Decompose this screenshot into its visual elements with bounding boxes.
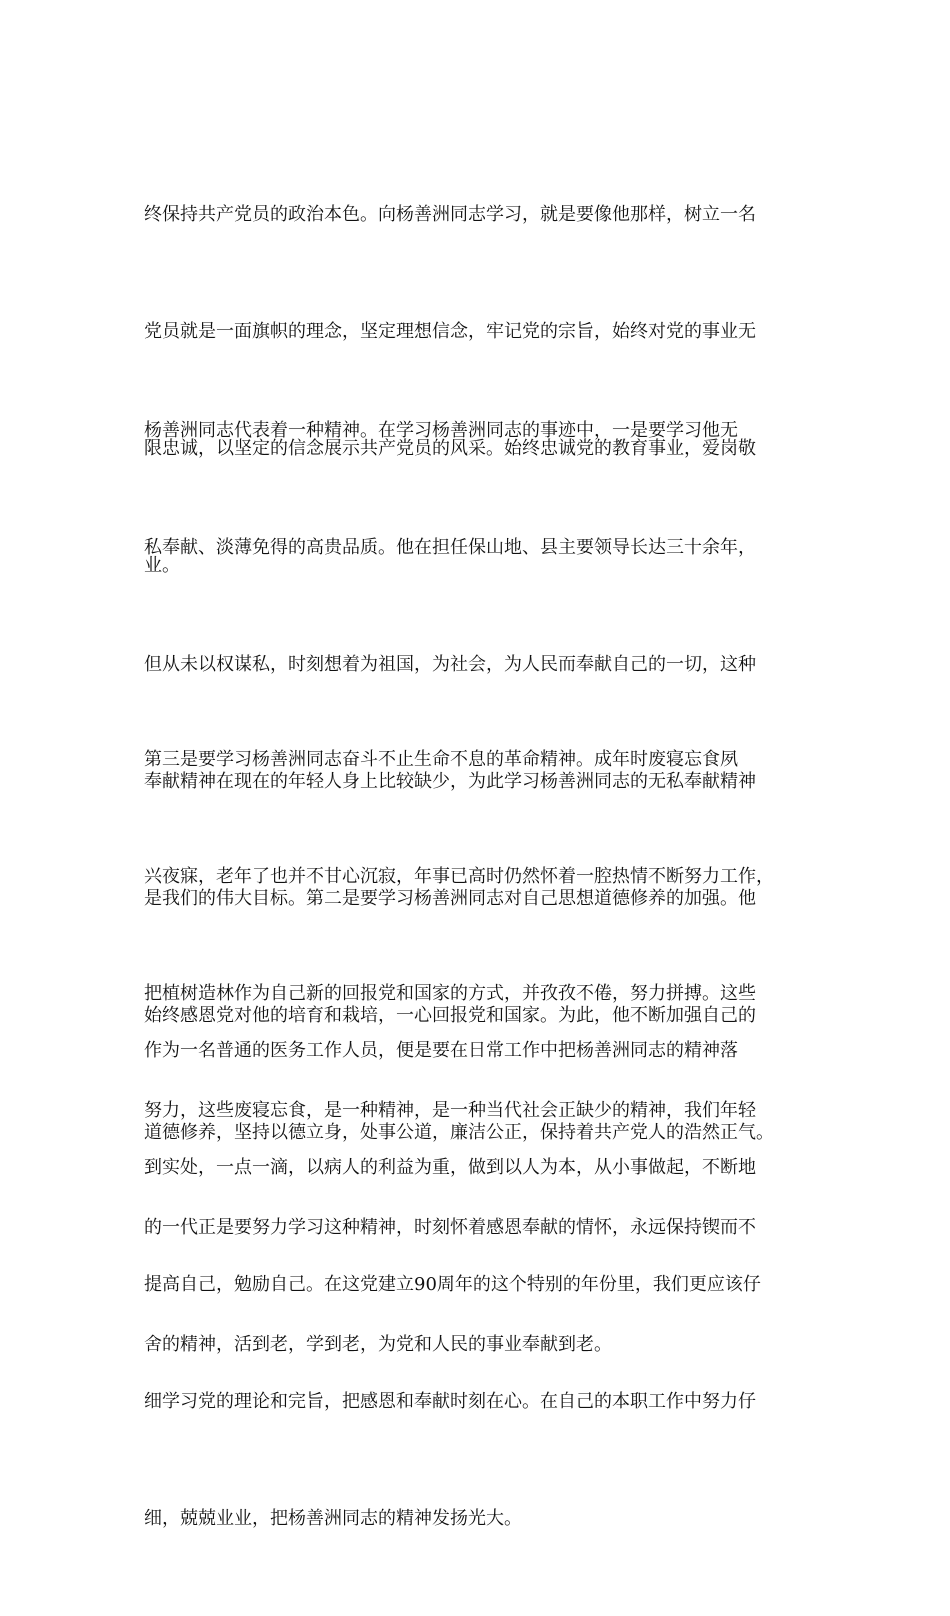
paragraph-line: 道德修养，坚持以德立身，处事公道，廉洁公正，保持着共产党人的浩然正气。	[144, 1122, 774, 1143]
paragraph-line: 细，兢兢业业，把杨善洲同志的精神发扬光大。	[144, 1508, 522, 1529]
paragraph-4	[144, 953, 814, 1616]
paragraph-line: 业。	[144, 555, 180, 576]
paragraph-line: 但从未以权谋私，时刻想着为祖国，为社会，为人民而奉献自己的一切，这种	[144, 654, 756, 675]
paragraph-line: 提高自己，勉励自己。在这党建立90周年的这个特别的年份里，我们更应该仔	[144, 1274, 761, 1295]
paragraph-line: 始终感恩党对他的培育和栽培，一心回报党和国家。为此，他不断加强自己的	[144, 1005, 756, 1026]
paragraph-line: 是我们的伟大目标。第二是要学习杨善洲同志对自己思想道德修养的加强。他	[144, 888, 756, 909]
paragraph-line: 把植树造林作为自己新的回报党和国家的方式，并孜孜不倦，努力拼搏。这些	[144, 983, 756, 1004]
paragraph-line: 党员就是一面旗帜的理念，坚定理想信念，牢记党的宗旨，始终对党的事业无	[144, 321, 756, 342]
paragraph-line: 终保持共产党员的政治本色。向杨善洲同志学习，就是要像他那样，树立一名	[144, 204, 756, 225]
paragraph-line: 兴夜寐，老年了也并不甘心沉寂，年事已高时仍然怀着一腔热情不断努力工作，	[144, 866, 774, 887]
paragraph-line: 私奉献、淡薄免得的高贵品质。他在担任保山地、县主要领导长达三十余年，	[144, 537, 756, 558]
paragraph-line: 杨善洲同志代表着一种精神。在学习杨善洲同志的事迹中，一是要学习他无	[144, 420, 738, 441]
paragraph-line: 努力，这些废寝忘食，是一种精神，是一种当代社会正缺少的精神，我们年轻	[144, 1100, 756, 1121]
paragraph-line: 奉献精神在现在的年轻人身上比较缺少，为此学习杨善洲同志的无私奉献精神	[144, 771, 756, 792]
paragraph-line: 第三是要学习杨善洲同志奋斗不止生命不息的革命精神。成年时废寝忘食夙	[144, 749, 738, 770]
paragraph-line: 作为一名普通的医务工作人员，便是要在日常工作中把杨善洲同志的精神落	[144, 1040, 738, 1061]
paragraph-line: 限忠诚，以坚定的信念展示共产党员的风采。始终忠诚党的教育事业，爱岗敬	[144, 438, 756, 459]
paragraph-line: 的一代正是要努力学习这种精神，时刻怀着感恩奉献的情怀，永远保持锲而不	[144, 1217, 756, 1238]
paragraph-line: 到实处，一点一滴，以病人的利益为重，做到以人为本，从小事做起，不断地	[144, 1157, 756, 1178]
paragraph-line: 细学习党的理论和完旨，把感恩和奉献时刻在心。在自己的本职工作中努力仔	[144, 1391, 756, 1412]
paragraph-line: 舍的精神，活到老，学到老，为党和人民的事业奉献到老。	[144, 1334, 612, 1355]
